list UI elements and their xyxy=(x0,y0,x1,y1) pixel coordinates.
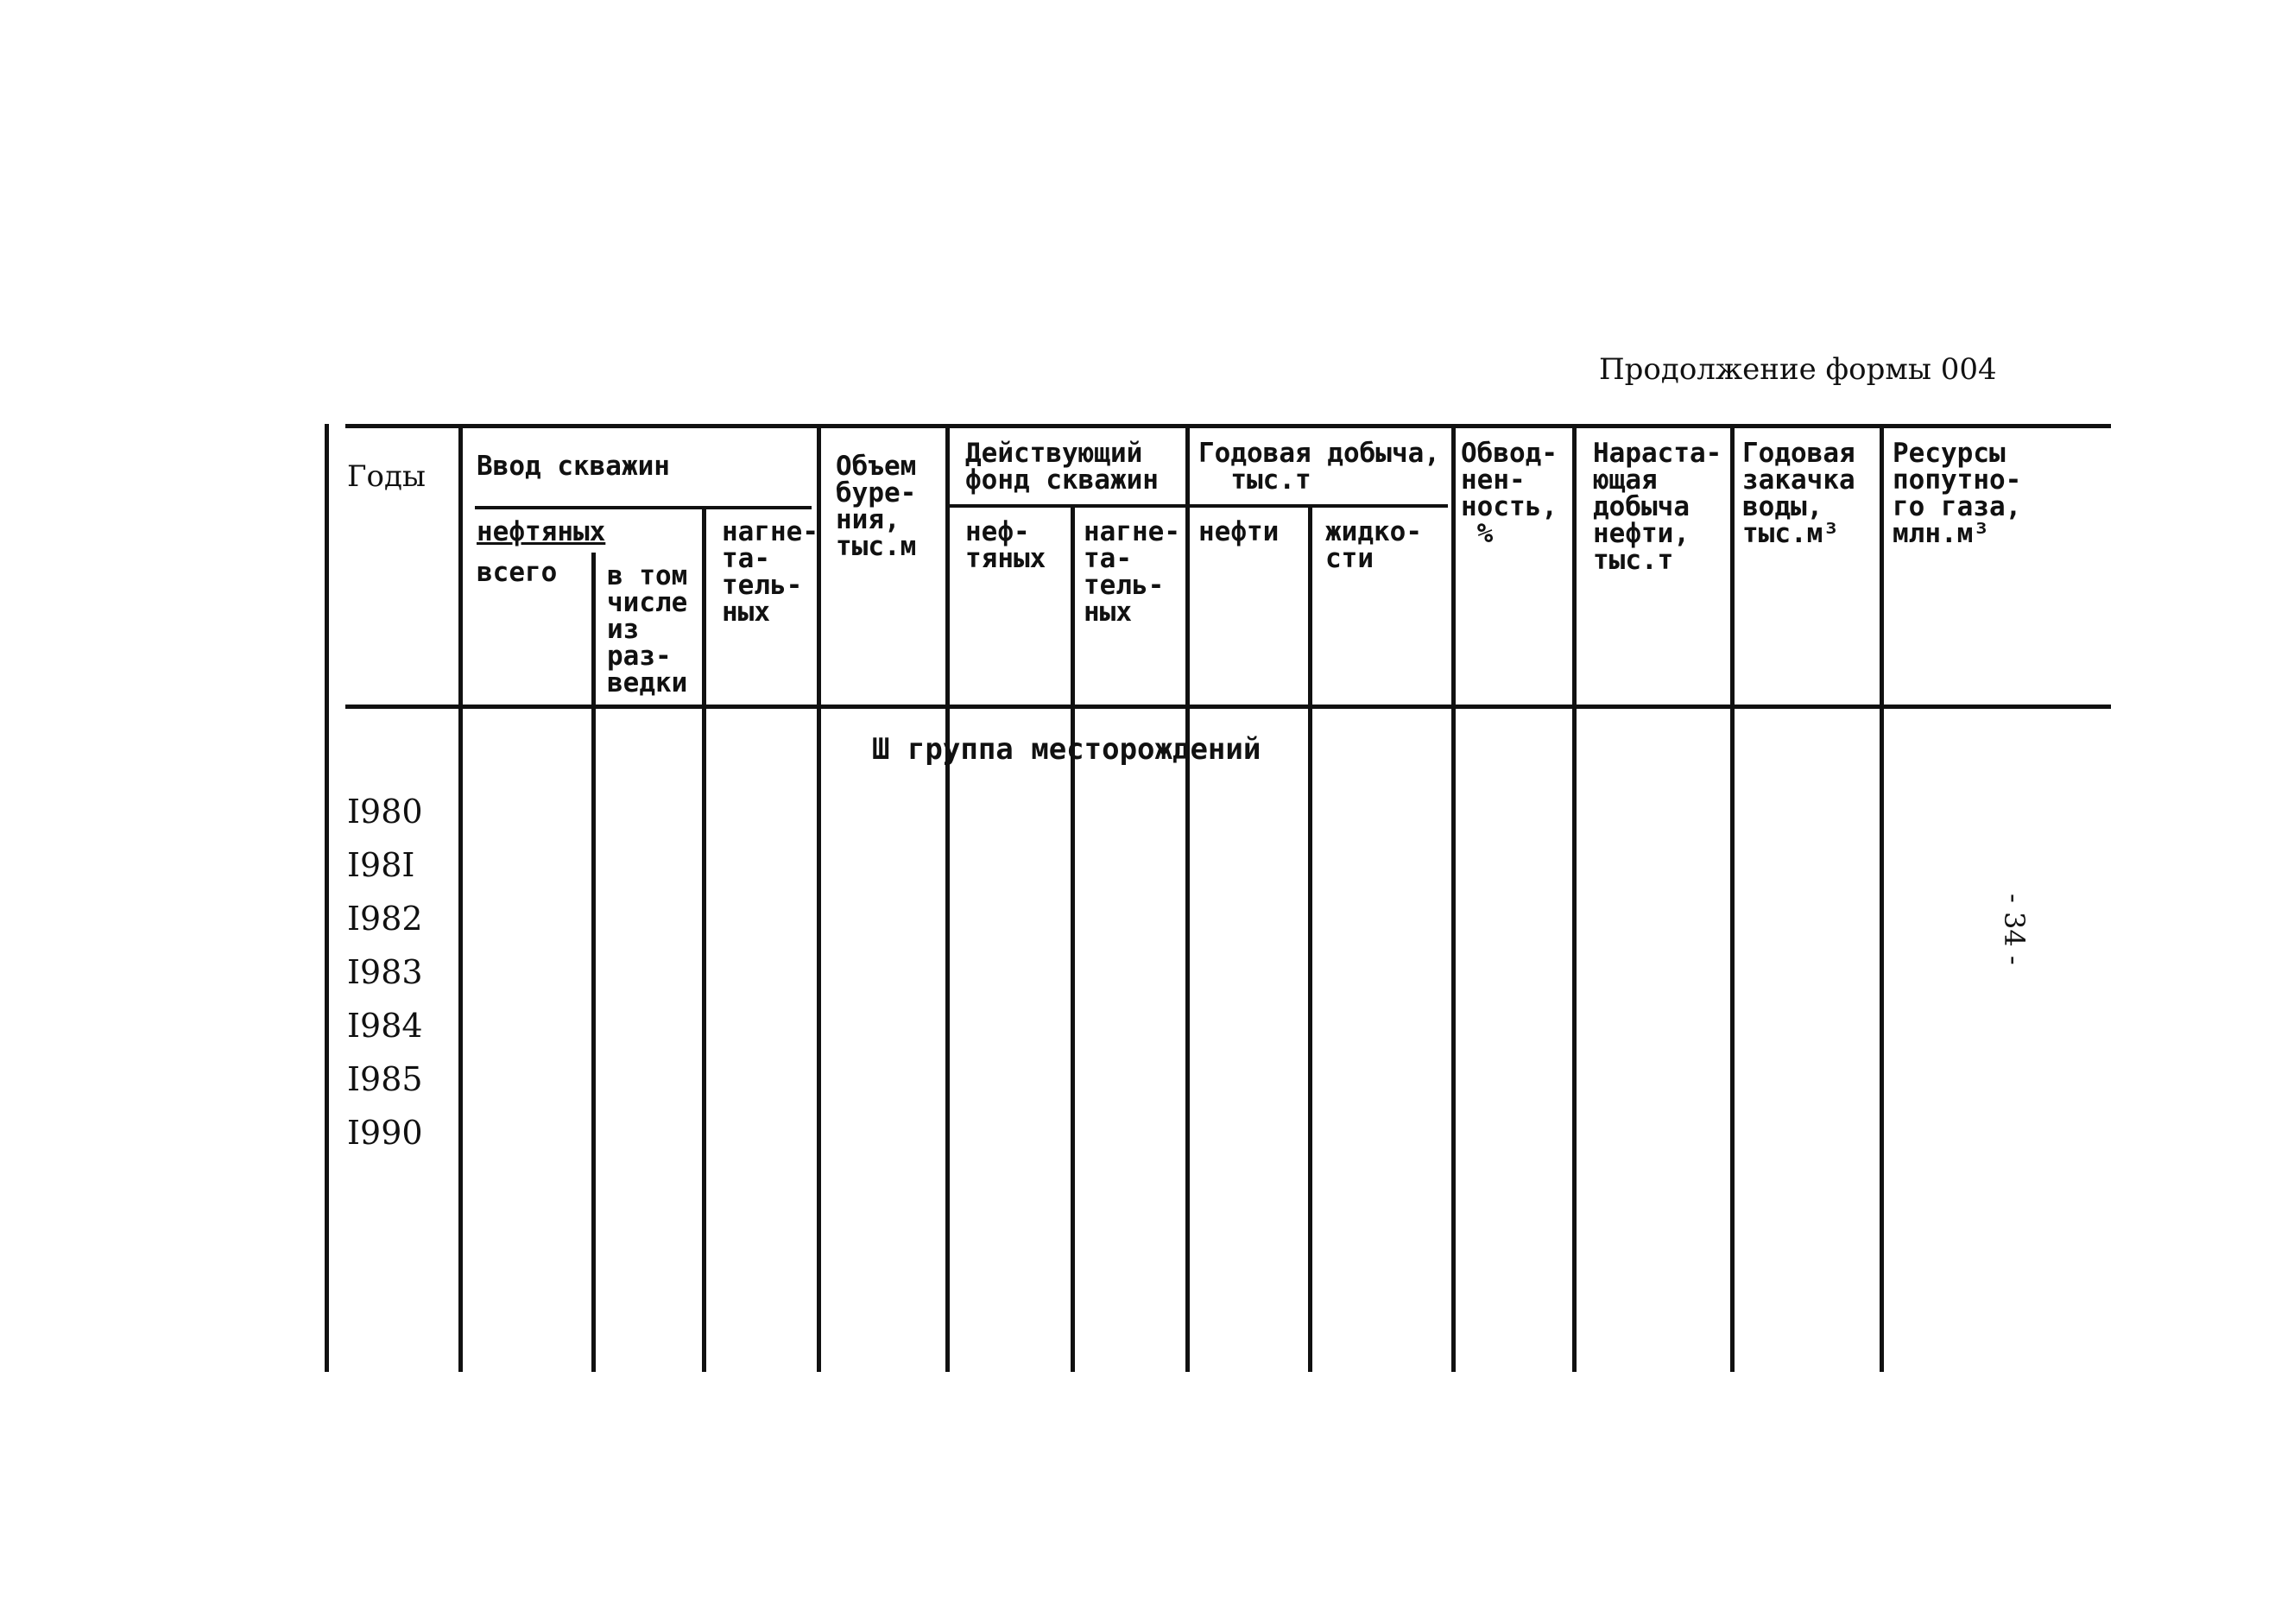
table-row: I985 xyxy=(347,1060,423,1098)
header-bottom-rule xyxy=(345,705,2111,709)
header-cumulative: Нараста- ющая добыча нефти, тыс.т xyxy=(1593,438,1722,576)
header-drilling-volume: Объем буре- ния, тыс.м xyxy=(836,451,917,562)
header-active-oil: неф- тяных xyxy=(965,516,1046,574)
active-fund-subrule xyxy=(948,504,1188,508)
header-gas-resources: Ресурсы попутно- го газа, млн.м³ xyxy=(1893,438,2022,549)
header-active-injection: нагне- та- тель- ных xyxy=(1084,516,1180,628)
production-subrule xyxy=(1189,504,1448,508)
column-divider xyxy=(702,506,706,1372)
table-row: I982 xyxy=(347,900,423,938)
column-divider xyxy=(1071,504,1075,1372)
table-row: I980 xyxy=(347,793,423,831)
table-row: I983 xyxy=(347,953,423,991)
form-continuation-title: Продолжение формы 004 xyxy=(1599,352,1997,387)
header-water-injection: Годовая закачка воды, тыс.м³ xyxy=(1742,438,1855,549)
table-row: I984 xyxy=(347,1007,423,1045)
column-divider xyxy=(1308,504,1312,1372)
header-water-cut: Обвод- нен- ность, % xyxy=(1461,438,1558,549)
group-label: Ш группа месторождений xyxy=(872,732,1261,767)
table-left-border xyxy=(325,424,329,1372)
column-divider xyxy=(591,553,596,1372)
header-prod-liquid: жидко- сти xyxy=(1325,516,1422,574)
column-divider xyxy=(1572,424,1577,1372)
header-active-fund: Действующий фонд скважин xyxy=(965,438,1159,496)
column-divider xyxy=(1880,424,1884,1372)
table-row: I98I xyxy=(347,846,415,884)
header-annual-production: Годовая добыча, тыс.т xyxy=(1198,438,1440,496)
header-years: Годы xyxy=(347,459,426,494)
column-divider xyxy=(1185,424,1190,1372)
table-top-rule xyxy=(345,424,2111,428)
header-total: всего xyxy=(477,557,558,588)
column-divider xyxy=(945,424,950,1372)
wells-input-subrule xyxy=(475,506,812,509)
header-prod-oil: нефти xyxy=(1198,516,1280,547)
column-divider xyxy=(1451,424,1456,1372)
header-incl-exploration: в том числе из раз- ведки xyxy=(607,560,688,698)
column-divider xyxy=(1730,424,1735,1372)
header-injection: нагне- та- тель- ных xyxy=(722,516,818,628)
header-wells-input: Ввод скважин xyxy=(477,451,670,482)
column-divider xyxy=(458,424,463,1372)
table-row: I990 xyxy=(347,1114,423,1152)
header-oil-wells: нефтяных xyxy=(477,516,606,547)
page-number: - 34 - xyxy=(1998,894,2031,965)
